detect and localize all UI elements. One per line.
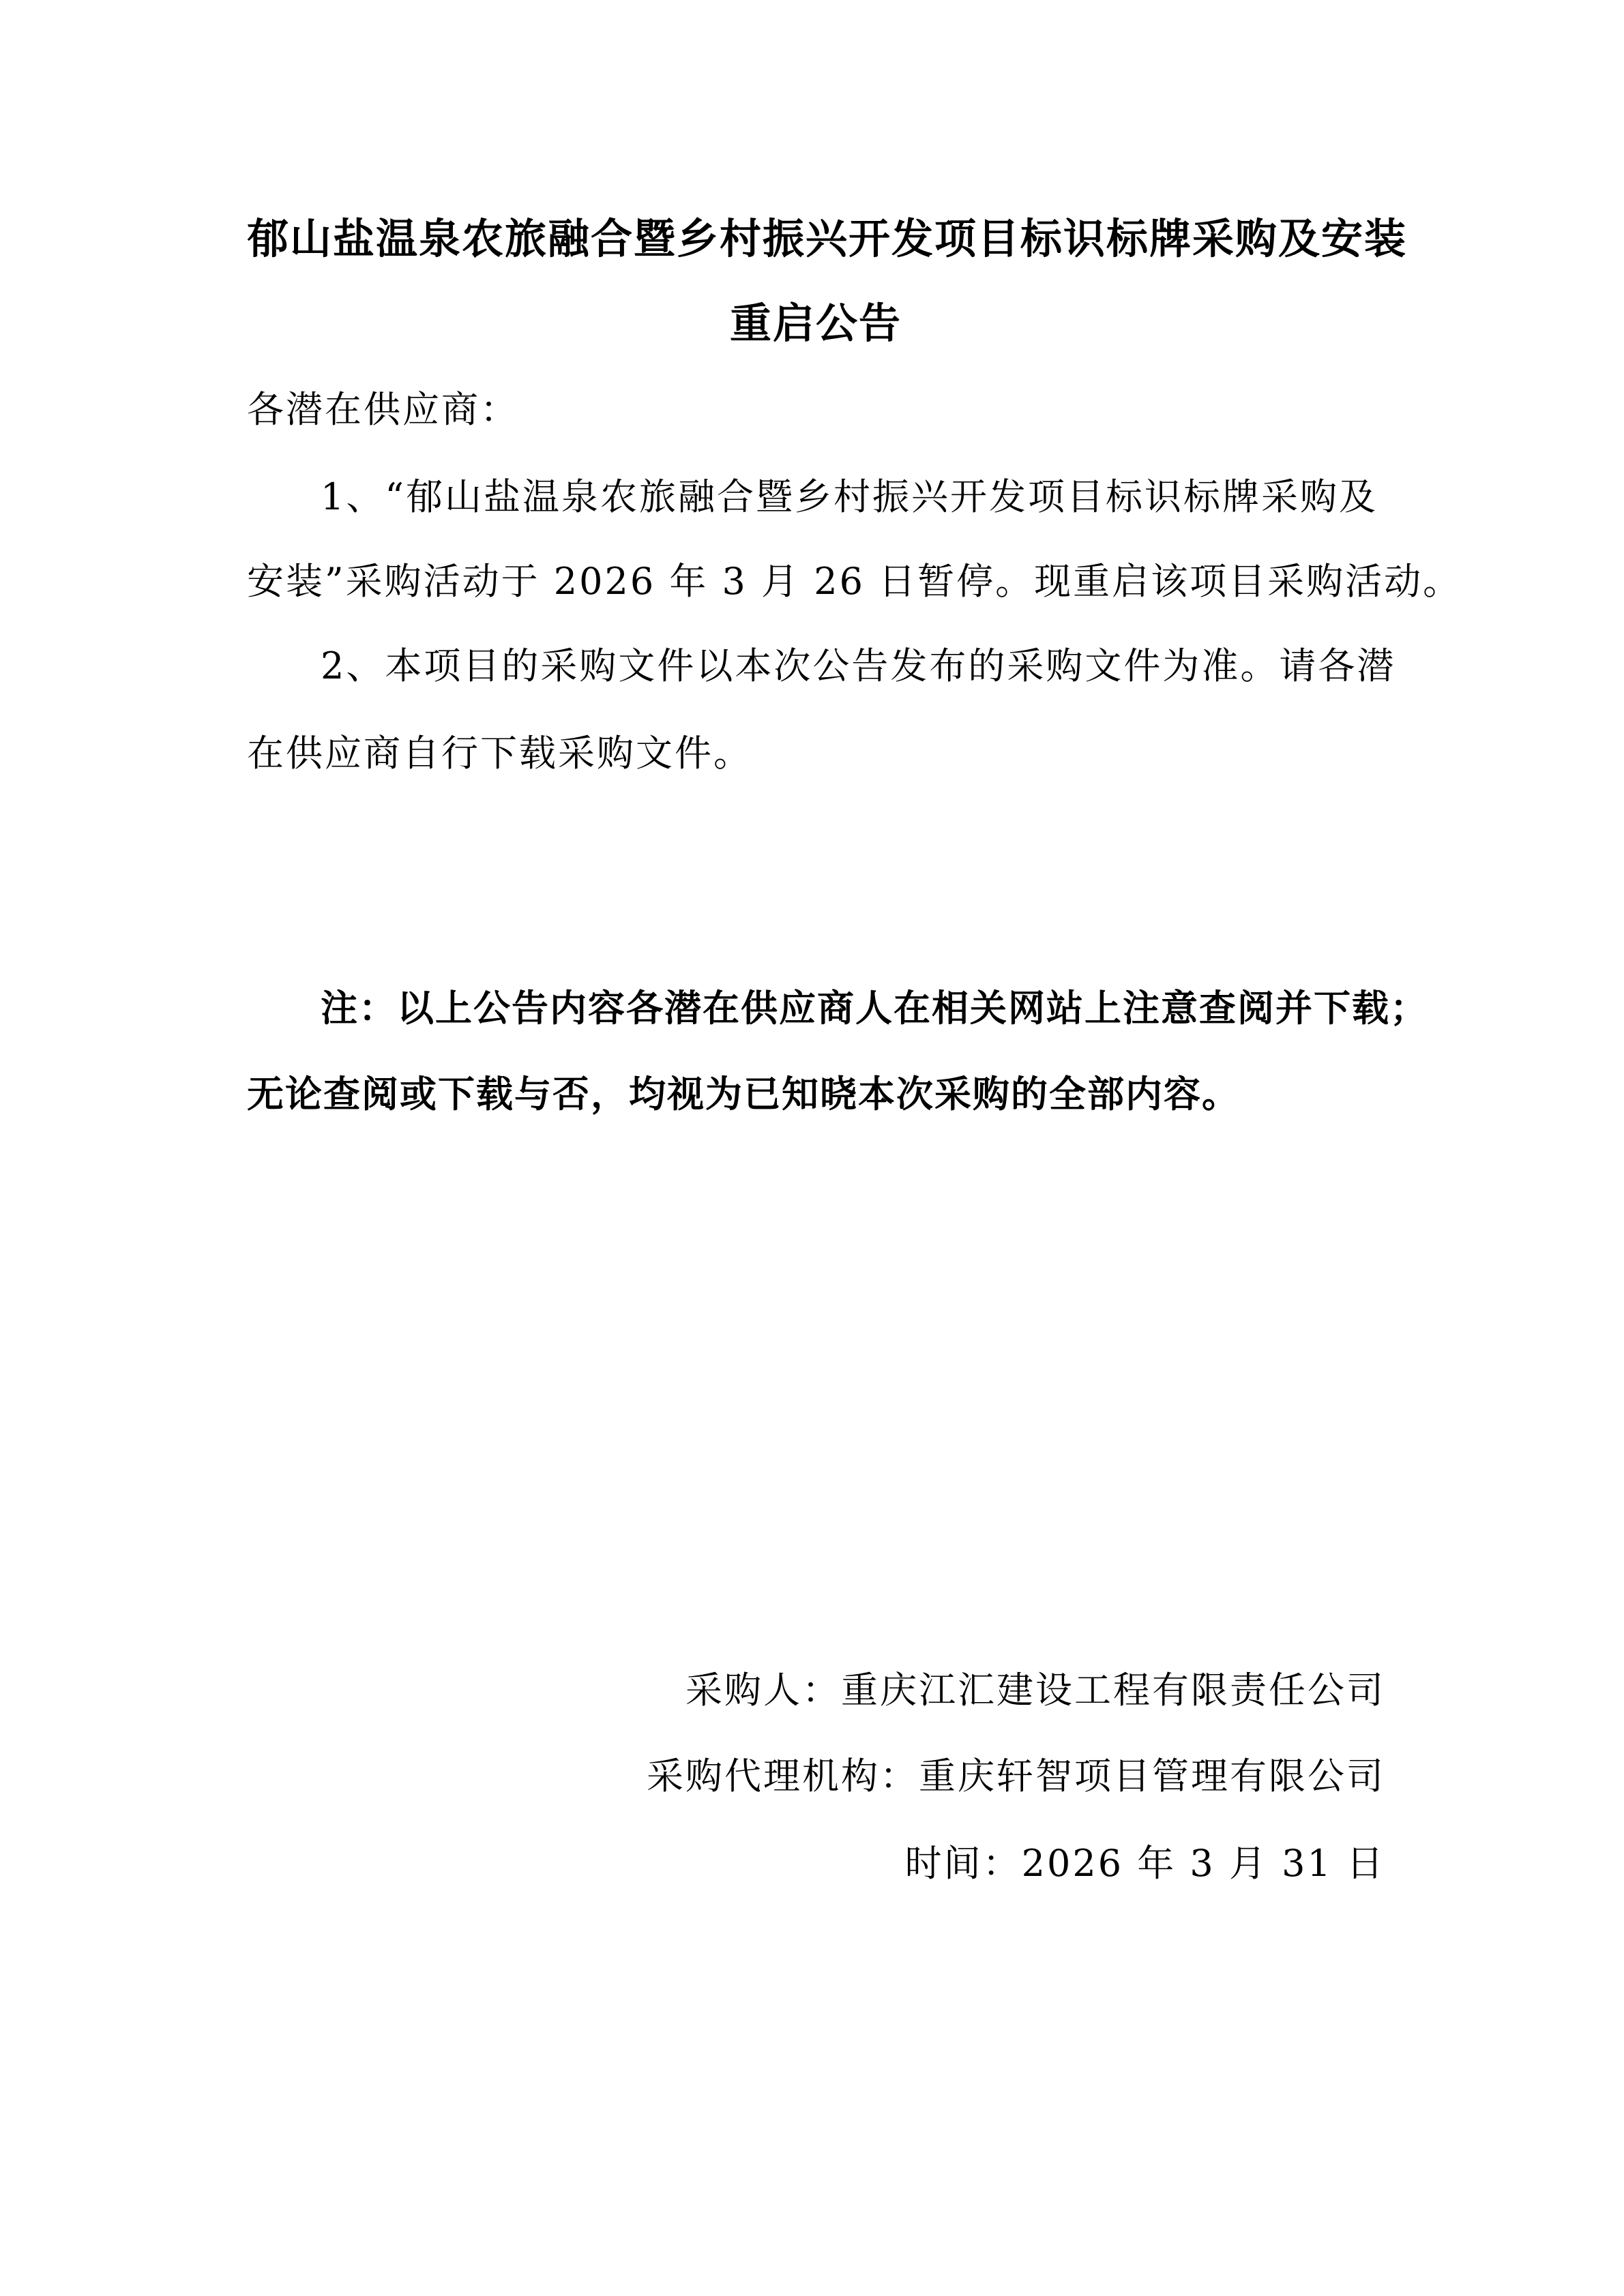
note-line-2: 无论查阅或下载与否，均视为已知晓本次采购的全部内容。 [247,1073,1240,1116]
salutation: 各潜在供应商： [247,388,519,431]
item-2-line-1: 2、本项目的采购文件以本次公告发布的采购文件为准。请各潜 [321,644,1396,687]
item-1-line-2: 安装”采购活动于 2026 年 3 月 26 日暂停。现重启该项目采购活动。 [247,560,1462,603]
item-1-line-1: 1、“郁山盐温泉农旅融合暨乡村振兴开发项目标识标牌采购及 [321,475,1378,518]
date-line: 时间：2026 年 3 月 31 日 [904,1842,1385,1885]
title-line-1: 郁山盐温泉农旅融合暨乡村振兴开发项目标识标牌采购及安装 [247,215,1408,263]
note-line-1: 注：以上公告内容各潜在供应商人在相关网站上注意查阅并下载； [321,987,1428,1030]
item-2-line-2: 在供应商自行下载采购文件。 [247,732,752,775]
title-line-2: 重启公告 [730,299,902,348]
purchaser-line: 采购人：重庆江汇建设工程有限责任公司 [685,1669,1385,1712]
agency-line: 采购代理机构：重庆轩智项目管理有限公司 [647,1755,1385,1798]
